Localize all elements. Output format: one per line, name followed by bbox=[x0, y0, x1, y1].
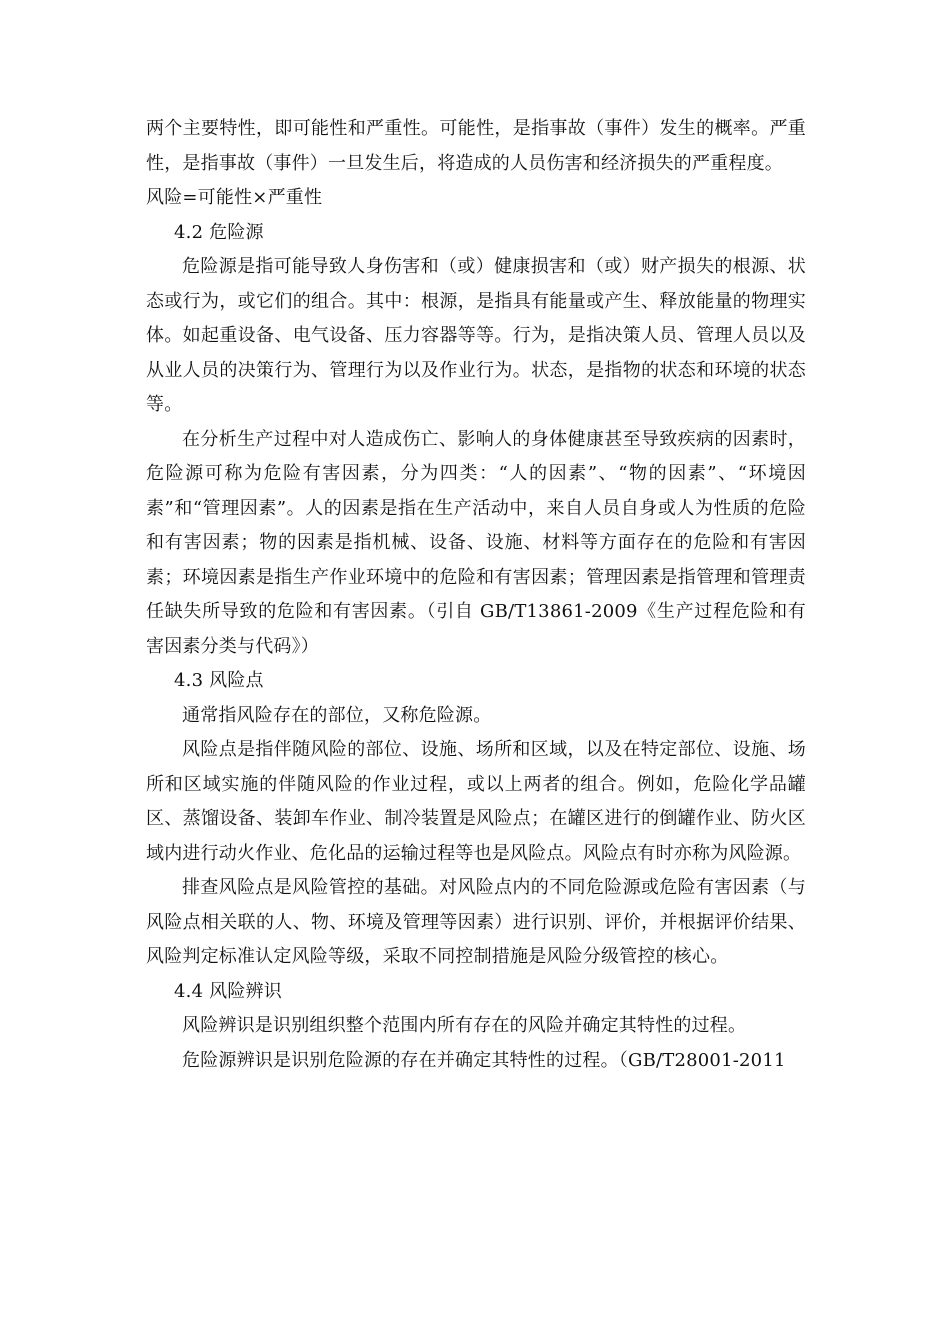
section-heading-4-4: 4.4 风险辨识 bbox=[174, 980, 282, 1002]
paragraph-risk-formula: 风险=可能性×严重性 bbox=[146, 187, 323, 208]
paragraph-hazard-definition: 危险源是指可能导致人身伤害和（或）健康损害和（或）财产损失的根源、状态或行为，或它们的组合。其中：根源，是指具有能量或产生、释放能量的物理实体。如起重设备、电气设备、压力容器等等。行为，是指决策人员、管理人员以及从业人员的决策行为、管理行为以及作业行为。状态，是指物的状态和环境的状态等。 bbox=[146, 256, 806, 415]
paragraph-risk-characteristics: 两个主要特性，即可能性和严重性。可能性，是指事故（事件）发生的概率。严重性，是指事故（事件）一旦发生后，将造成的人员伤害和经济损失的严重程度。 bbox=[146, 118, 806, 174]
paragraph-hazard-identification: 危险源辨识是识别危险源的存在并确定其特性的过程。（GB/T28001-2011 bbox=[182, 1049, 786, 1071]
section-heading-4-2: 4.2 危险源 bbox=[174, 221, 264, 243]
paragraph-hazard-factors: 在分析生产过程中对人造成伤亡、影响人的身体健康甚至导致疾病的因素时，危险源可称为危险有害因素，分为四类：“人的因素”、“物的因素”、“环境因素”和“管理因素”。人的因素是指在生产活动中，来自人员自身或人为性质的危险和有害因素；物的因素是指机械、设备、设施、材料等方面存在的危险和有害因素；环境因素是指生产作业环境中的危险和有害因素；管理因素是指管理和管理责任缺失所导致的危险和有害因素。（引自 GB/T13861-2009《生产过程危险和有害因素分类与代码》） bbox=[146, 428, 806, 657]
paragraph-risk-point-investigation: 排查风险点是风险管控的基础。对风险点内的不同危险源或危险有害因素（与风险点相关联的人、物、环境及管理等因素）进行识别、评价，并根据评价结果、风险判定标准认定风险等级，采取不同控制措施是风险分级管控的核心。 bbox=[146, 877, 806, 967]
document-body bbox=[146, 112, 806, 1078]
paragraph-risk-identification: 风险辨识是识别组织整个范围内所有存在的风险并确定其特性的过程。 bbox=[182, 1015, 747, 1036]
paragraph-risk-point-intro: 通常指风险存在的部位，又称危险源。 bbox=[182, 704, 492, 726]
paragraph-risk-point-definition: 风险点是指伴随风险的部位、设施、场所和区域，以及在特定部位、设施、场所和区域实施的伴随风险的作业过程，或以上两者的组合。例如，危险化学品罐区、蒸馏设备、装卸车作业、制冷装置是风险点；在罐区进行的倒罐作业、防火区域内进行动火作业、危化品的运输过程等也是风险点。风险点有时亦称为风险源。 bbox=[146, 739, 806, 864]
section-heading-4-3: 4.3 风险点 bbox=[174, 670, 264, 691]
